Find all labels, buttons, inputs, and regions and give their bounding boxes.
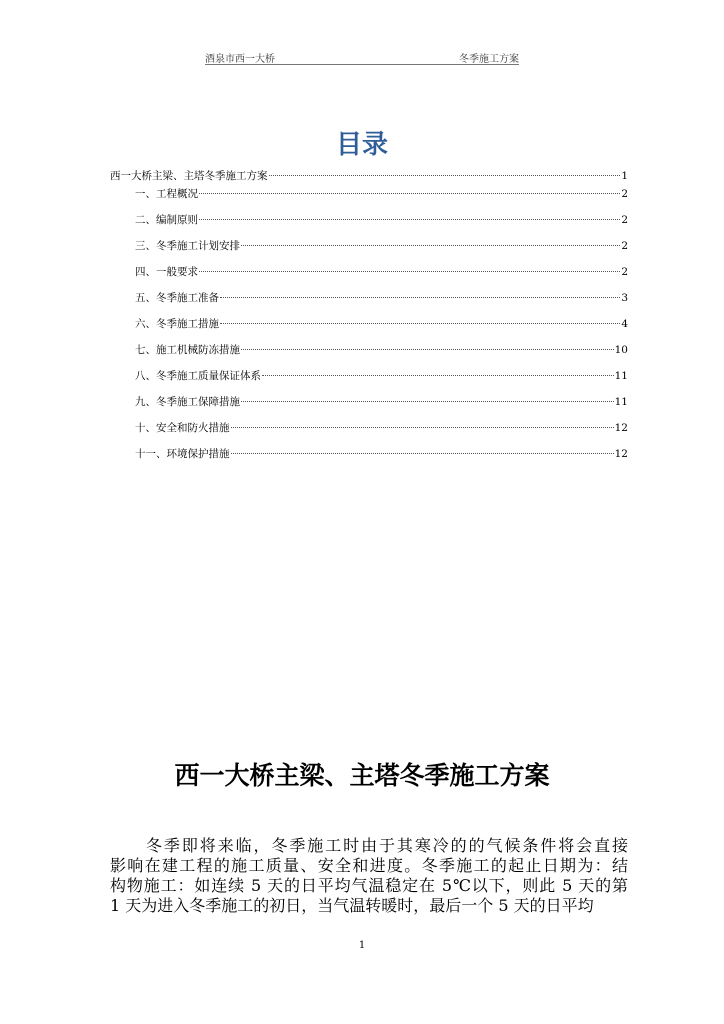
toc-entry-page: 4 [621,318,628,330]
toc-entry-page: 12 [614,448,628,460]
toc-entry-label: 六、冬季施工措施 [135,318,219,330]
toc-leader-dots [220,323,620,324]
paragraph-line: 影响在建工程的施工质量、安全和进度。冬季施工的起止日期为：结 [110,856,628,875]
paragraph-line: 1 天为进入冬季施工的初日，当气温转暖时，最后一个 5 天的日平均 [110,896,594,915]
toc-entry[interactable] [110,394,628,420]
page-header [205,50,519,65]
toc-entry-page: 2 [621,240,628,252]
toc-title: 目录 [335,130,388,160]
toc-entry-page: 2 [621,266,628,278]
toc-leader-dots [231,427,614,428]
toc-entry[interactable] [110,186,628,212]
toc-leader-dots [199,271,620,272]
toc-entry-page: 3 [621,292,628,304]
paragraph-line: 冬季即将来临，冬季施工时由于其寒冷的的气候条件将会直接 [146,836,628,855]
toc-entry[interactable] [110,368,628,394]
toc-entry-page: 2 [621,188,628,200]
toc-entry-label: 西一大桥主梁、主塔冬季施工方案 [110,170,268,182]
toc-leader-dots [220,297,620,298]
toc-entry[interactable] [110,316,628,342]
toc-entry-label: 十一、环境保护措施 [135,448,230,460]
toc-leader-dots [262,375,614,376]
toc-entry[interactable] [110,420,628,446]
toc-leader-dots [199,193,620,194]
toc-entry-page: 10 [614,344,628,356]
toc-entry-label: 九、冬季施工保障措施 [135,396,240,408]
toc-entry-label: 八、冬季施工质量保证体系 [135,370,261,382]
toc-entry[interactable] [110,446,628,472]
toc-entry-page: 1 [621,170,628,182]
toc-entry[interactable] [110,168,628,186]
body-paragraph [110,836,628,916]
toc-entry-label: 四、一般要求 [135,266,198,278]
toc-leader-dots [241,245,620,246]
toc-leader-dots [199,219,620,220]
toc-entry[interactable] [110,238,628,264]
toc-entry[interactable] [110,290,628,316]
toc-entry[interactable] [110,342,628,368]
toc-leader-dots [241,401,614,402]
toc-leader-dots [241,349,614,350]
toc-leader-dots [231,453,614,454]
header-right: 冬季施工方案 [459,54,519,65]
toc-entry-page: 11 [614,396,628,408]
header-left: 酒泉市西一大桥 [205,54,275,65]
toc-entry-label: 七、施工机械防冻措施 [135,344,240,356]
document-title: 西一大桥主梁、主塔冬季施工方案 [174,761,550,790]
paragraph-line: 构物施工：如连续 5 天的日平均气温稳定在 5℃以下，则此 5 天的第 [110,876,628,895]
toc-entry[interactable] [110,264,628,290]
toc-entry-page: 12 [614,422,628,434]
toc-entry-page: 2 [621,214,628,226]
toc-entry-label: 二、编制原则 [135,214,198,226]
page-number: 1 [358,940,366,951]
toc-leader-dots [269,175,621,176]
toc-entry-label: 一、工程概况 [135,188,198,200]
toc-entry-page: 11 [614,370,628,382]
table-of-contents [110,168,628,472]
toc-entry-label: 三、冬季施工计划安排 [135,240,240,252]
toc-entry[interactable] [110,212,628,238]
toc-entry-label: 十、安全和防火措施 [135,422,230,434]
toc-entry-label: 五、冬季施工准备 [135,292,219,304]
